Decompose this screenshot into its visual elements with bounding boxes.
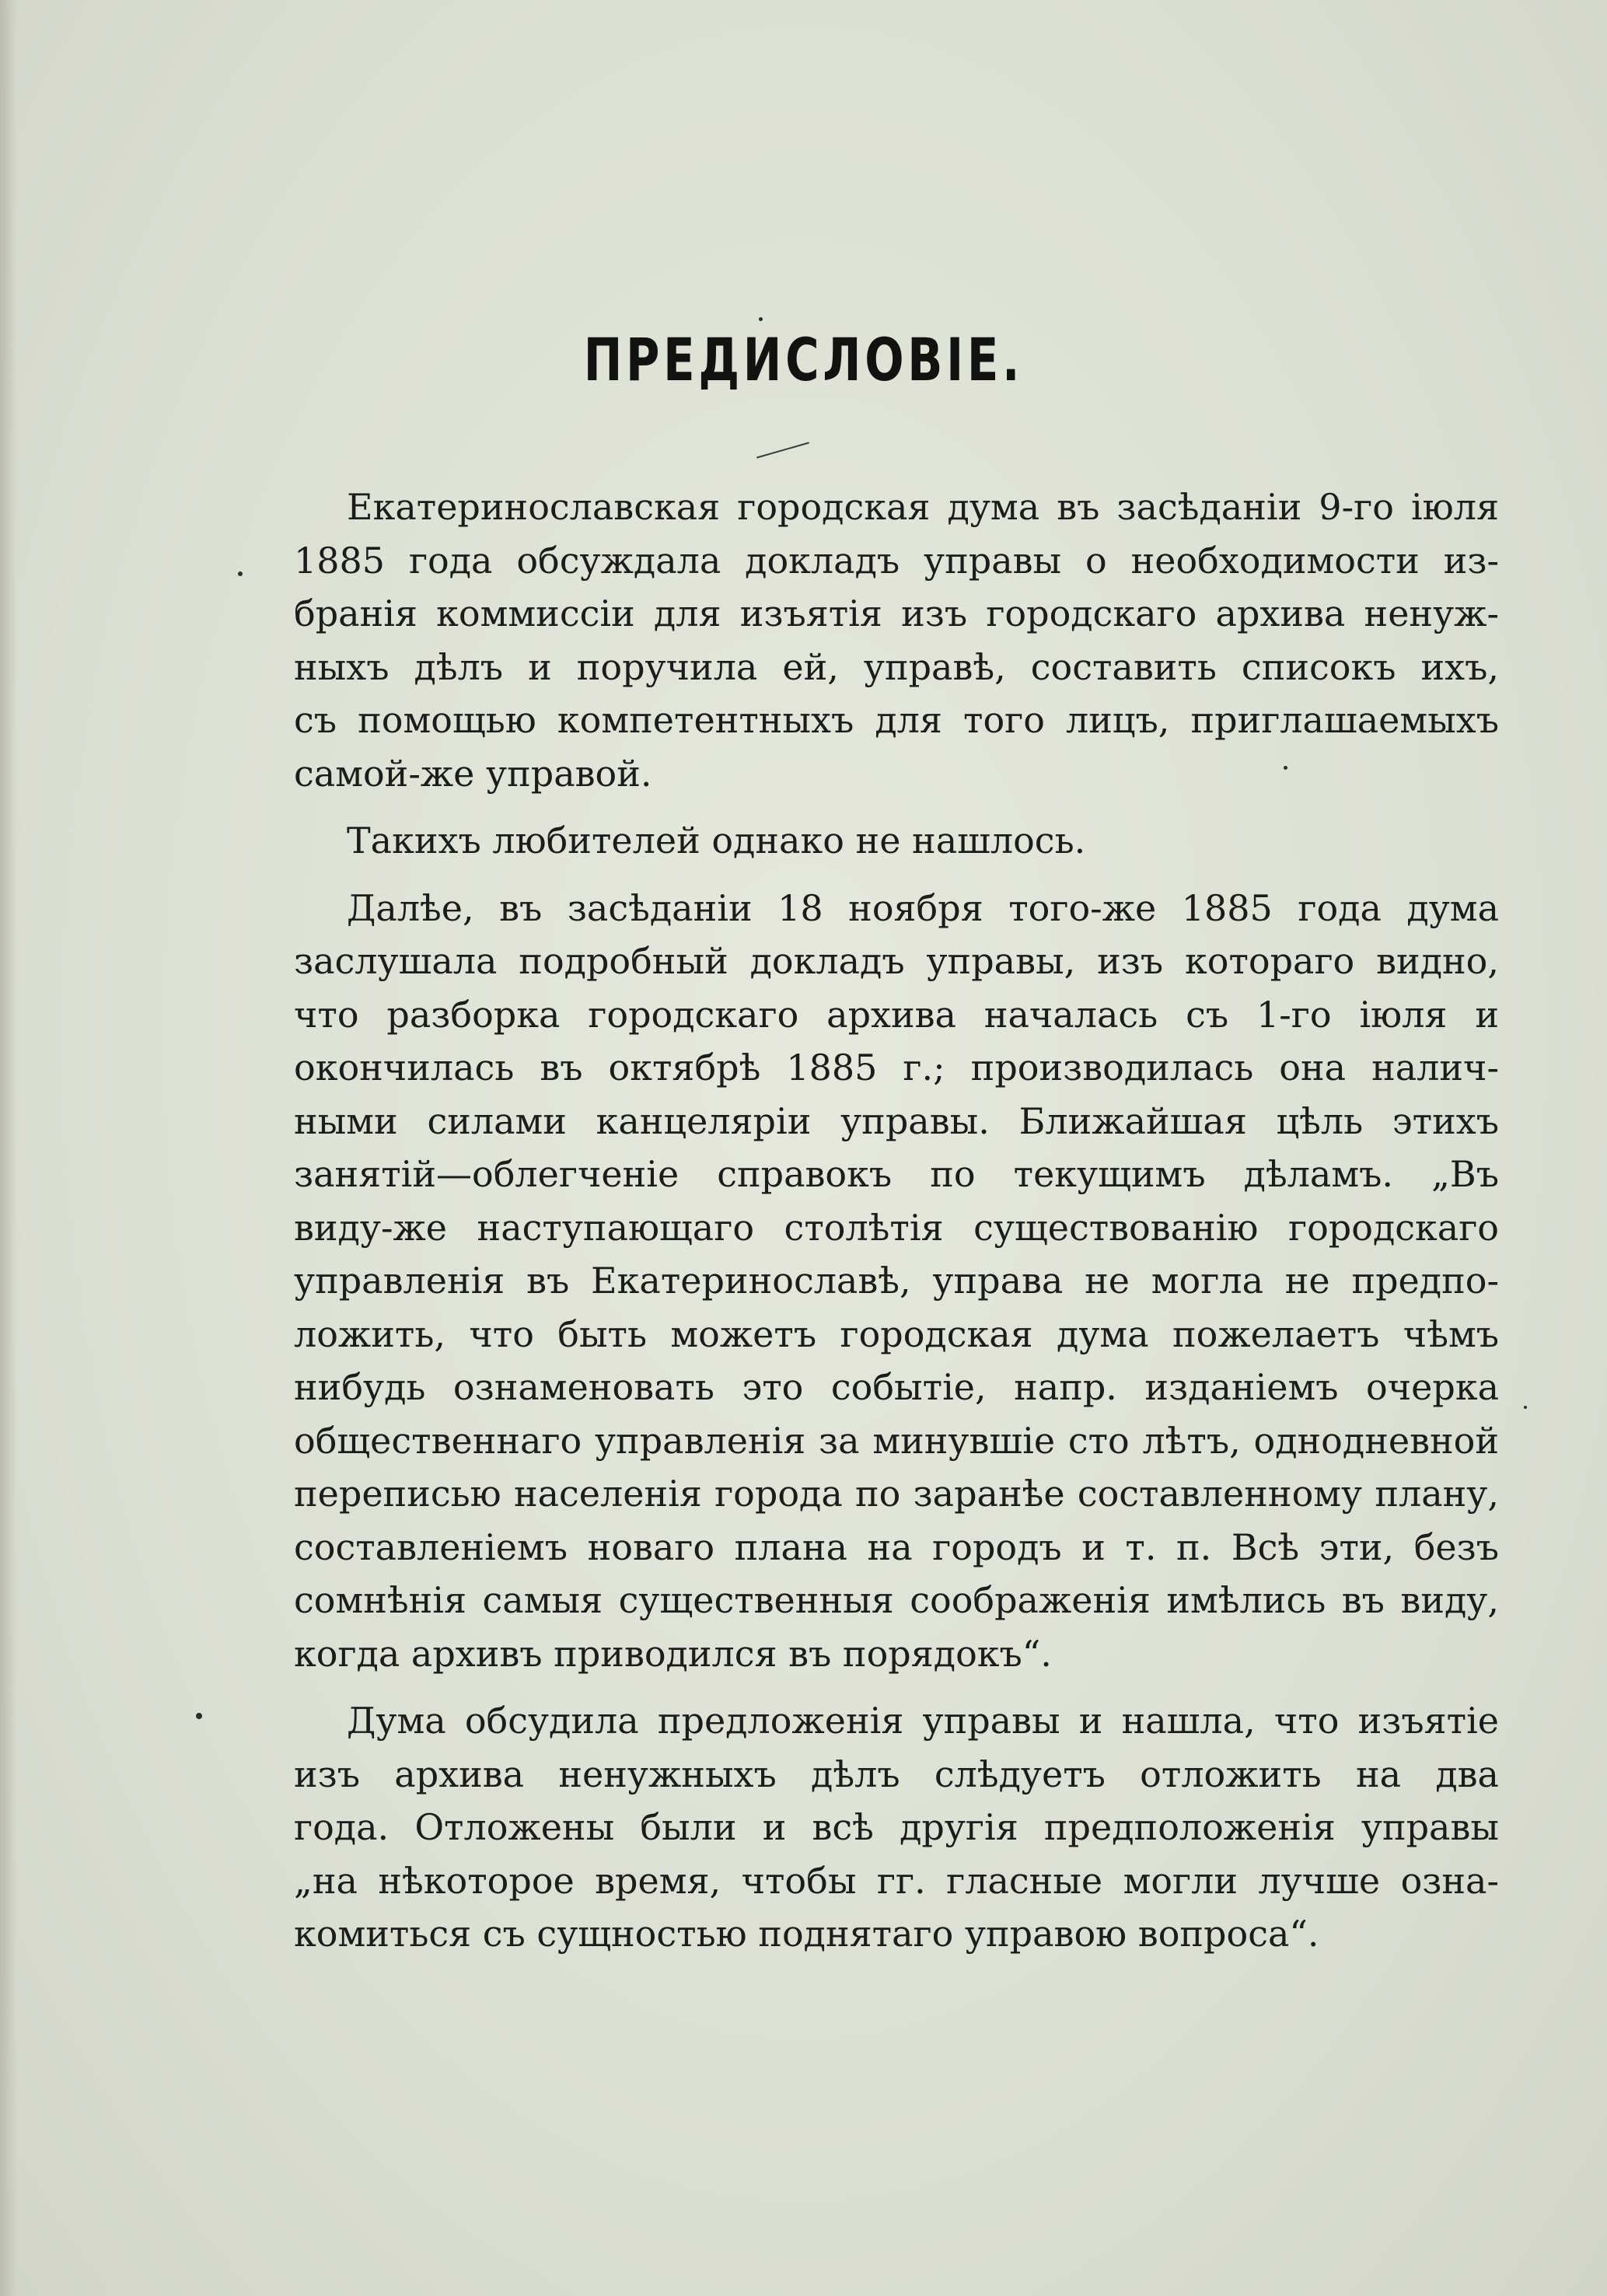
page-title: ПРЕДИСЛОВІЕ. (583, 325, 1024, 394)
text-line: ныхъ дѣлъ и поручила ей, управѣ, составить списокъ ихъ, (294, 645, 1499, 688)
paragraph-2 (294, 814, 1499, 868)
paragraph-4 (294, 1694, 1499, 1961)
text-line: Такихъ любителей однако не нашлось. (347, 820, 1086, 861)
text-line: нибудь ознаменовать это событіе, напр. изданіемъ очерка (294, 1366, 1499, 1408)
text-line: когда архивъ приводился въ порядокъ“. (294, 1632, 1052, 1675)
ink-speck (238, 571, 243, 576)
paragraph-3 (294, 882, 1499, 1681)
text-line: Екатеринославская городская дума въ засѣданіи 9-го іюля (347, 486, 1499, 528)
text-line: виду-же наступающаго столѣтія существованію городскаго (294, 1206, 1499, 1249)
text-line: управленія въ Екатеринославѣ, управа не могла не предпо- (294, 1260, 1499, 1302)
text-line: общественнаго управленія за минувшіе сто лѣтъ, однодневной (294, 1419, 1499, 1462)
text-line: переписью населенія города по заранѣе составленному плану, (294, 1473, 1499, 1515)
page-left-edge (0, 0, 17, 2296)
ink-speck (1284, 766, 1287, 770)
ink-speck (1524, 1406, 1527, 1409)
text-line: ложить, что быть можетъ городская дума пожелаетъ чѣмъ (294, 1312, 1499, 1355)
text-line: года. Отложены были и всѣ другія предположенія управы (294, 1806, 1499, 1848)
text-line: „на нѣкоторое время, чтобы гг. гласные могли лучше озна- (294, 1859, 1499, 1902)
text-line: занятій—облегченіе справокъ по текущимъ дѣламъ. „Въ (294, 1153, 1499, 1195)
ink-speck (196, 1713, 202, 1719)
text-line: изъ архива ненужныхъ дѣлъ слѣдуетъ отложить на два (294, 1753, 1499, 1795)
text-line: Дума обсудила предложенія управы и нашла, что изъятіе (347, 1700, 1499, 1742)
text-line: комиться съ сущностью поднятаго управою вопроса“. (294, 1913, 1319, 1955)
text-line: составленіемъ новаго плана на городъ и т. п. Всѣ эти, безъ (294, 1525, 1499, 1568)
title-dot-mark (759, 317, 763, 321)
text-line: бранія коммиссіи для изъятія изъ городскаго архива ненуж- (294, 592, 1499, 634)
title-ornament (756, 442, 809, 458)
text-line: съ помощью компетентныхъ для того лицъ, приглашаемыхъ (294, 699, 1499, 741)
text-line: 1885 года обсуждала докладъ управы о необходимости из- (294, 539, 1499, 582)
text-line: окончилась въ октябрѣ 1885 г.; производилась она налич- (294, 1047, 1499, 1089)
text-line: ными силами канцеляріи управы. Ближайшая цѣль этихъ (294, 1099, 1499, 1142)
text-line: Далѣе, въ засѣданіи 18 ноября того-же 1885 года дума (347, 886, 1499, 929)
text-line: сомнѣнія самыя существенныя соображенія имѣлись въ виду, (294, 1579, 1499, 1621)
text-line: что разборка городскаго архива началась съ 1-го іюля и (294, 993, 1499, 1036)
paragraph-1 (294, 481, 1499, 800)
body-text (294, 481, 1499, 1975)
text-line: самой-же управой. (294, 752, 652, 795)
text-line: заслушала подробный докладъ управы, изъ котораго видно, (294, 940, 1499, 982)
